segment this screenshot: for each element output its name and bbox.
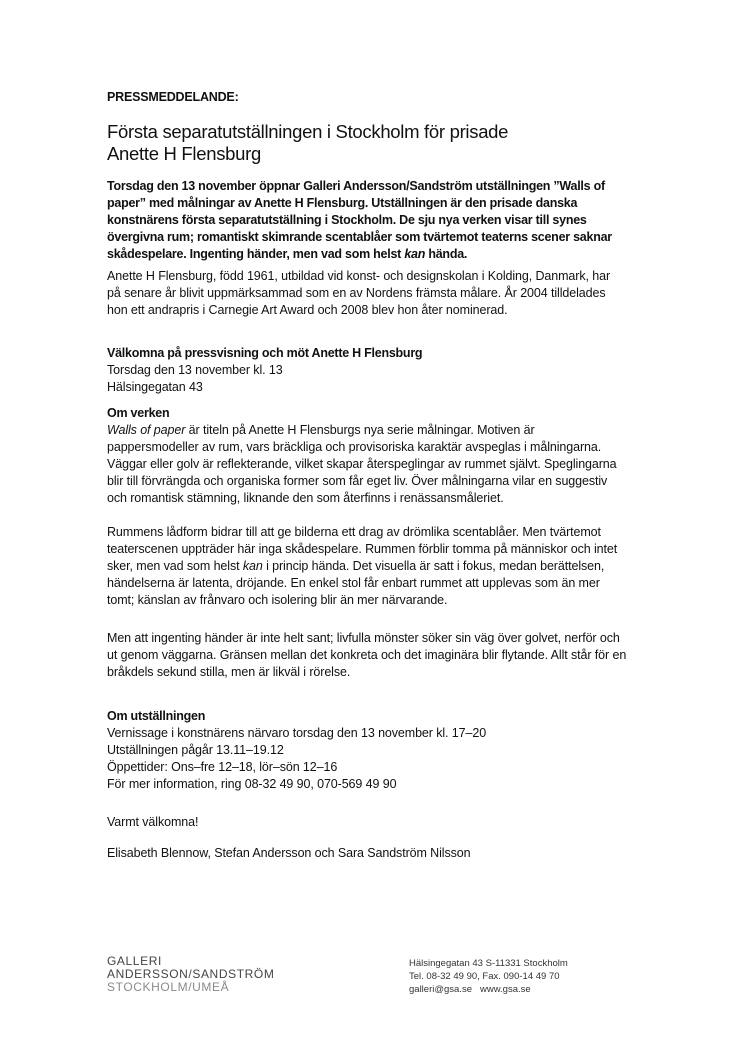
exhibition-dates: Utställningen pågår 13.11–19.12: [107, 743, 284, 757]
works-paragraph-2-text-1: Rummens lådform bidrar till att ge bilderna ett drag av drömlika scentablåer. Men tvärtemot teaterscenen uppträder här inga skådespelare. Rummen förblir tomma på människor och intet sker, men vad som helst: [107, 525, 618, 573]
works-paragraph-3: Men att ingenting händer är inte helt sant; livfulla mönster söker sin väg över golvet, nerför och ut genom väggarna. Gränsen mellan det konkreta och det imaginära blir flytande. Allt står för en bråkdels sekund stilla, men är likväl i rörelse.: [107, 631, 627, 679]
footer-contact: [409, 957, 568, 996]
closing-greeting: Varmt välkomna!: [107, 815, 199, 829]
page-title: [107, 121, 508, 165]
works-heading: Om verken: [107, 406, 170, 420]
logo-line-2: ANDERSSON/SANDSTRÖM: [107, 967, 275, 981]
signature: Elisabeth Blennow, Stefan Andersson och Sara Sandström Nilsson: [107, 846, 471, 860]
works-section: [107, 405, 627, 507]
series-title: Walls of paper: [107, 423, 186, 437]
title-line-2: Anette H Flensburg: [107, 143, 261, 164]
lead-text-1: Torsdag den 13 november öppnar Galleri Andersson/Sandström utställningen ”Walls of paper” med målningar av Anette H Flensburg. Utställningen är den prisade danska konstnärens första separatutställning i Stockholm. De sju nya verken visar till synes övergivna rum; romantiskt skimrande scentablåer som tvärtemot teaterns scener saknar skådespelare. Ingenting händer, men vad som helst: [107, 179, 612, 261]
press-viewing-heading: Välkomna på pressvisning och möt Anette H Flensburg: [107, 346, 423, 360]
works-paragraph-1: [107, 422, 627, 507]
gallery-logo: [107, 955, 274, 994]
logo-line-3: STOCKHOLM/UMEÅ: [107, 980, 230, 994]
exhibition-contact: För mer information, ring 08-32 49 90, 070-569 49 90: [107, 777, 397, 791]
exhibition-hours: Öppettider: Ons–fre 12–18, lör–sön 12–16: [107, 760, 338, 774]
footer-website[interactable]: www.gsa.se: [479, 984, 531, 995]
works-paragraph-2-text-2: i princip hända. Det visuella är satt i fokus, medan berättelsen, händelserna är latenta, dröjande. En enkel stol får enbart rummet att upplevas som än mer tomt; känslan av frånvaro och isolering blir än mer närvarande.: [107, 559, 605, 607]
footer-address: Hälsingegatan 43 S-11331 Stockholm: [409, 958, 568, 969]
press-viewing-date: Torsdag den 13 november kl. 13: [107, 363, 283, 377]
footer-online: [409, 983, 568, 996]
exhibition-vernissage: Vernissage i konstnärens närvaro torsdag den 13 november kl. 17–20: [107, 726, 487, 740]
works-paragraph-2: [107, 524, 627, 609]
press-viewing-address: Hälsingegatan 43: [107, 380, 203, 394]
logo-line-1: GALLERI: [107, 954, 162, 968]
footer-phone: Tel. 08-32 49 90, Fax. 090-14 49 70: [409, 971, 560, 982]
lead-text-2: hända.: [425, 247, 468, 261]
lead-emphasis: kan: [404, 247, 426, 261]
footer-email[interactable]: galleri@gsa.se: [409, 984, 472, 995]
title-line-1: Första separatutställningen i Stockholm för prisade: [107, 121, 509, 142]
lead-paragraph: [107, 178, 627, 263]
exhibition-heading: Om utställningen: [107, 709, 206, 723]
works-paragraph-1-text: är titeln på Anette H Flensburgs nya serie målningar. Motiven är pappersmodeller av rum, vars bräckliga och provisoriska karaktär avspeglas i målningarna. Väggar eller golv är reflekterande, vilket skapar återspeglingar av rummet självt. Speglingarna blir till förvrängda och organiska former som får eget liv. Över målningarna vilar en suggestiv och romantisk stämning, liknande den som återfinns i renässansmåleriet.: [107, 423, 617, 505]
press-viewing-section: [107, 345, 627, 396]
works-paragraph-2-emphasis: kan: [242, 559, 263, 573]
artist-bio: Anette H Flensburg, född 1961, utbildad vid konst- och designskolan i Kolding, Danmark, har på senare år blivit uppmärksammad som en av Nordens främsta målare. År 2004 tilldelades hon ett andrapris i Carnegie Art Award och 2008 blev hon åter nominerad.: [107, 269, 611, 317]
exhibition-section: [107, 708, 627, 793]
document-label: PRESSMEDDELANDE:: [107, 90, 239, 104]
